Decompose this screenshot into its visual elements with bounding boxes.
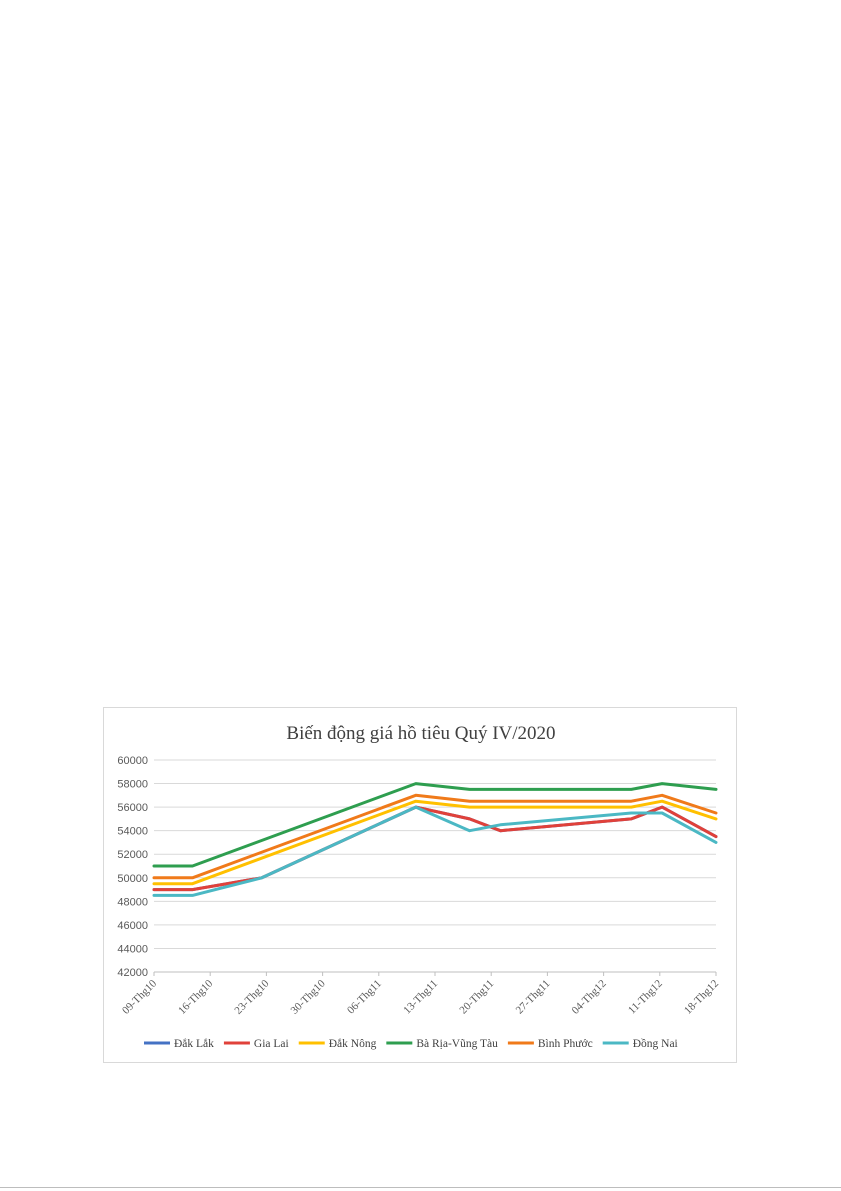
x-tick-label: 04-Thg12: [569, 977, 609, 1017]
legend-item: [299, 1037, 377, 1050]
legend-label: Gia Lai: [253, 1038, 289, 1050]
legend-label: Bình Phước: [537, 1038, 593, 1050]
legend-label: Đắk Nông: [328, 1038, 377, 1050]
y-tick-label: 48000: [117, 896, 148, 909]
x-tick-label: 20-Thg11: [457, 977, 497, 1017]
legend-item: [603, 1037, 678, 1050]
legend-item: [224, 1038, 289, 1050]
legend-label: Đắk Lắk: [174, 1038, 214, 1050]
x-axis-ticks: [120, 972, 721, 1017]
y-tick-label: 52000: [117, 849, 148, 862]
chart-container: [103, 707, 737, 1063]
y-tick-label: 50000: [117, 872, 148, 885]
legend-item: [508, 1038, 593, 1050]
x-tick-label: 27-Thg11: [513, 977, 553, 1017]
x-tick-label: 13-Thg11: [401, 977, 441, 1017]
y-tick-label: 44000: [117, 943, 148, 956]
x-tick-label: 06-Thg11: [345, 977, 384, 1017]
y-tick-label: 60000: [117, 755, 148, 767]
x-tick-label: 11-Thg12: [626, 977, 665, 1017]
y-axis-ticks: [117, 755, 148, 979]
legend-item: [386, 1038, 498, 1050]
legend-label: Bà Rịa-Vũng Tàu: [416, 1038, 498, 1050]
y-tick-label: 54000: [117, 825, 148, 838]
page-bottom-rule: [0, 1187, 841, 1188]
y-tick-label: 46000: [117, 919, 148, 932]
legend: [144, 1037, 678, 1050]
chart-title: Biến động giá hồ tiêu Quý IV/2020: [286, 723, 556, 744]
x-tick-label: 09-Thg10: [119, 977, 160, 1017]
series-lines: [154, 784, 716, 896]
y-tick-label: 58000: [117, 778, 148, 791]
legend-item: [144, 1037, 214, 1050]
line-chart: [104, 708, 738, 1064]
x-tick-label: 23-Thg10: [232, 977, 272, 1017]
x-tick-label: 18-Thg12: [681, 977, 722, 1017]
x-tick-label: 30-Thg10: [288, 977, 328, 1017]
y-tick-label: 56000: [117, 802, 148, 815]
x-tick-label: 16-Thg10: [176, 977, 216, 1017]
legend-label: Đồng Nai: [632, 1038, 678, 1050]
y-tick-label: 42000: [117, 967, 148, 979]
